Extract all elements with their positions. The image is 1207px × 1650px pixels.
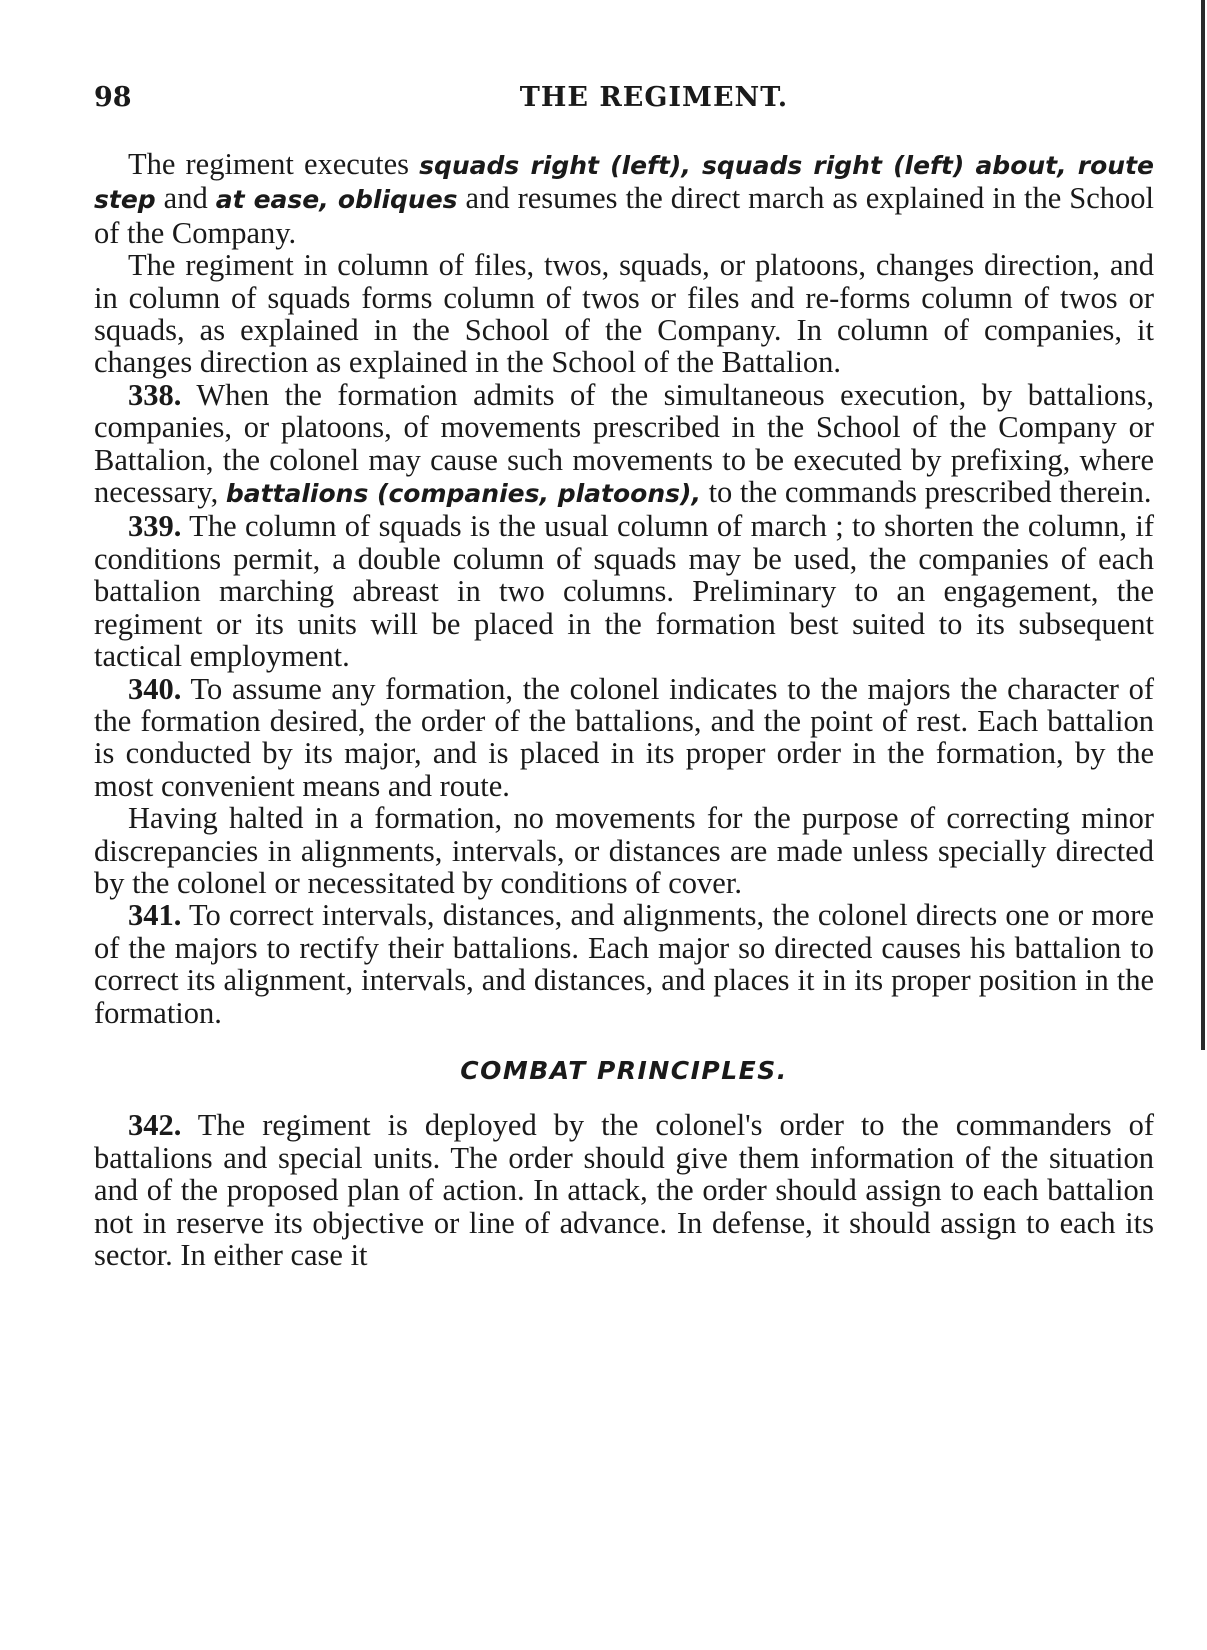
paragraph-339 [94, 510, 1154, 672]
paragraph-number: 338. [128, 377, 182, 412]
page-number: 98 [94, 82, 132, 113]
paragraph-text: to the commands prescribed therein. [700, 475, 1152, 510]
command-text: squads right (left), squads right (left) about, route step [94, 151, 1154, 215]
paragraph-text: Having halted in a formation, no movements for the purpose of correcting minor discrepancies in alignments, intervals, or distances are made unless specially directed by the colonel or necessitated by conditions of cover. [94, 801, 1154, 900]
paragraph-text: The column of squads is the usual column of march ; to shorten the column, if conditions permit, a double column of squads may be used, the companies of each battalion marching abreast in two columns. Preliminary to an engagement, the regiment or its units will be placed in the formation best suited to its subsequent tactical employment. [94, 509, 1154, 674]
paragraph-text: To correct intervals, distances, and alignments, the colonel directs one or more of the majors to rectify their battalions. Each major so directed causes his battalion to correct its alignment, intervals, and distances, and places it in its proper position in the formation. [94, 898, 1154, 1030]
paragraph-number: 339. [128, 509, 182, 544]
paragraph-text: The regiment in column of files, twos, squads, or platoons, changes direction, and in column of squads forms column of twos or files and re-forms column of twos or squads, as explained in the School of the Company. In column of companies, it changes direction as explained in the School of the Battalion. [94, 248, 1154, 380]
paragraph-text: and resumes the direct march as explained in the School of the Company. [94, 181, 1154, 250]
paragraph-340 [94, 673, 1154, 803]
body-text [94, 148, 1154, 1271]
page-header [94, 82, 1174, 122]
paragraph-text: The regiment is deployed by the colonel's order to the commanders of battalions and special units. The order should give them information of the situation and of the proposed plan of action. In attack, the order should assign to each battalion not in reserve its objective or line of advance. In defense, it should assign to each its sector. In either case it [94, 1108, 1154, 1272]
paragraph-342 [94, 1109, 1154, 1271]
paragraph [94, 249, 1154, 379]
paragraph-text: The regiment executes [128, 147, 420, 181]
paragraph-338 [94, 379, 1154, 511]
command-text: at ease, obliques [215, 185, 458, 215]
section-paragraph-list [94, 1109, 1154, 1271]
paragraph-text: and [155, 181, 216, 216]
paragraph-number: 340. [128, 671, 182, 706]
page-edge-rule [1201, 0, 1205, 1050]
paragraph [94, 148, 1154, 249]
paragraph-341 [94, 899, 1154, 1029]
paragraph-number: 342. [128, 1108, 182, 1143]
paragraph [94, 802, 1154, 899]
command-text: battalions (companies, platoons), [225, 479, 701, 509]
paragraph-text: When the formation admits of the simultaneous execution, by battalions, companies, or platoons, of movements prescribed in the School of the Company or Battalion, the colonel may cause such movements to be executed by prefixing, where necessary, [94, 377, 1154, 510]
running-title: THE REGIMENT. [519, 82, 789, 113]
paragraph-text: To assume any formation, the colonel indicates to the majors the character of the formation desired, the order of the battalions, and the point of rest. Each battalion is conducted by its major, and is placed in its proper order in the formation, by the most convenient means and route. [94, 671, 1154, 803]
paragraph-number: 341. [128, 898, 182, 933]
paragraph-list [94, 148, 1154, 1029]
section-heading: COMBAT PRINCIPLES. [460, 1055, 788, 1085]
